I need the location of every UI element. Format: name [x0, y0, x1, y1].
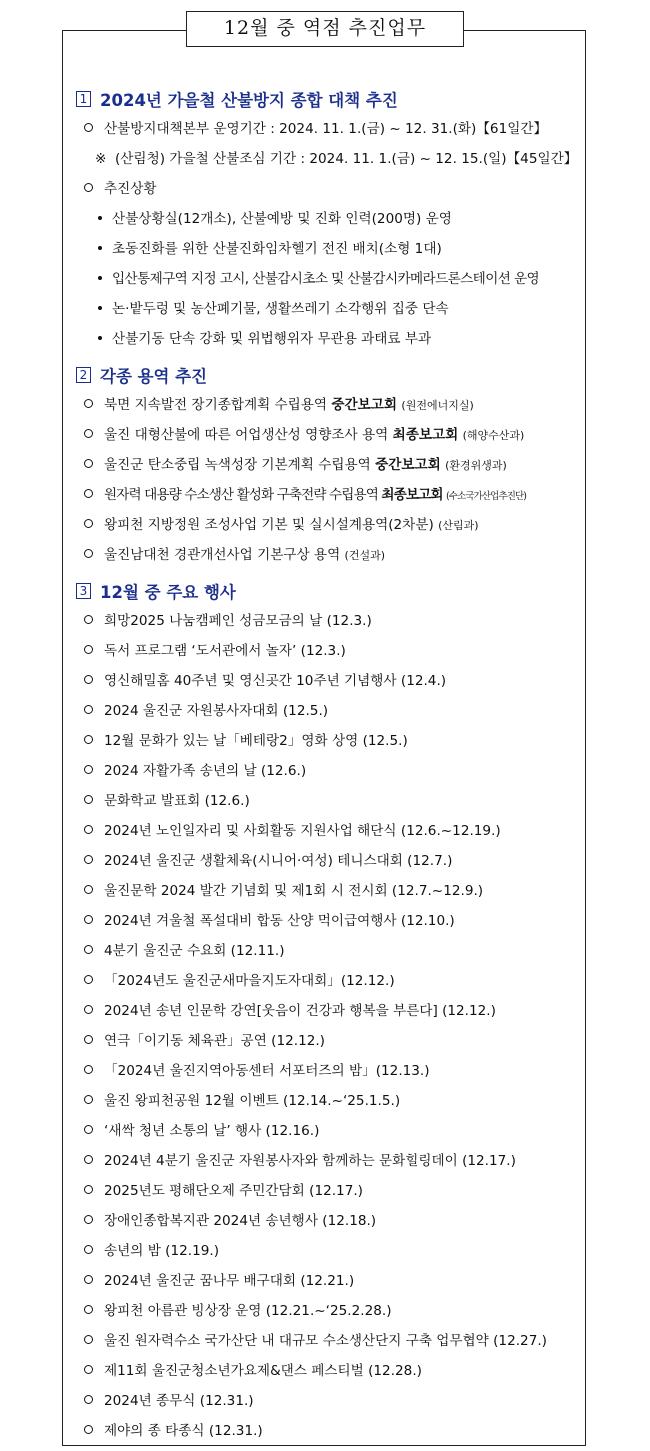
- event-item: 2024년 울진군 생활체육(시니어·여성) 테니스대회 (12.7.): [70, 846, 586, 876]
- page-title: 12월 중 역점 추진업무: [186, 11, 464, 47]
- circle-bullet-icon: [84, 519, 93, 528]
- event-item: 2024년 송년 인문학 강연[웃음이 건강과 행복을 부른다] (12.12.): [70, 996, 586, 1026]
- event-item: 영신해밀홈 40주년 및 영신곳간 10주년 기념행사 (12.4.): [70, 666, 586, 696]
- circle-bullet-icon: [84, 1125, 93, 1134]
- event-item: 왕피천 아름관 빙상장 운영 (12.21.~‘25.2.28.): [70, 1296, 586, 1326]
- sub-list-item: 논·밭두렁 및 농산폐기물, 생활쓰레기 소각행위 집중 단속: [70, 294, 586, 324]
- circle-bullet-icon: [84, 1185, 93, 1194]
- event-item: 2024년 종무식 (12.31.): [70, 1386, 586, 1416]
- circle-bullet-icon: [84, 459, 93, 468]
- circle-bullet-icon: [84, 1275, 93, 1284]
- circle-bullet-icon: [84, 615, 93, 624]
- dot-bullet-icon: [98, 336, 102, 340]
- circle-bullet-icon: [84, 975, 93, 984]
- event-item: 울진문학 2024 발간 기념회 및 제1회 시 전시회 (12.7.~12.9.): [70, 876, 586, 906]
- event-item: ‘새싹 청년 소통의 날’ 행사 (12.16.): [70, 1116, 586, 1146]
- circle-bullet-icon: [84, 489, 93, 498]
- dot-bullet-icon: [98, 276, 102, 280]
- list-item: 원자력 대용량 수소생산 활성화 구축전략 수립용역 최종보고회 (수소국가산업추진단): [70, 480, 586, 510]
- circle-bullet-icon: [84, 183, 93, 192]
- circle-bullet-icon: [84, 1395, 93, 1404]
- circle-bullet-icon: [84, 1005, 93, 1014]
- event-item: 장애인종합복지관 2024년 송년행사 (12.18.): [70, 1206, 586, 1236]
- event-item: 「2024년도 울진군새마을지도자대회」(12.12.): [70, 966, 586, 996]
- sub-list-item: 초동진화를 위한 산불진화임차헬기 전진 배치(소형 1대): [70, 234, 586, 264]
- event-item: 울진 왕피천공원 12월 이벤트 (12.14.~‘25.1.5.): [70, 1086, 586, 1116]
- circle-bullet-icon: [84, 735, 93, 744]
- event-item: 2024 울진군 자원봉사자대회 (12.5.): [70, 696, 586, 726]
- event-item: 4분기 울진군 수요회 (12.11.): [70, 936, 586, 966]
- circle-bullet-icon: [84, 429, 93, 438]
- event-item: 2024년 겨울철 폭설대비 합동 산양 먹이급여행사 (12.10.): [70, 906, 586, 936]
- event-item: 2025년도 평해단오제 주민간담회 (12.17.): [70, 1176, 586, 1206]
- circle-bullet-icon: [84, 1365, 93, 1374]
- circle-bullet-icon: [84, 915, 93, 924]
- dot-bullet-icon: [98, 306, 102, 310]
- event-list: [70, 606, 586, 1446]
- circle-bullet-icon: [84, 705, 93, 714]
- list-item: 북면 지속발전 장기종합계획 수립용역 중간보고회 (원전에너지실): [70, 390, 586, 420]
- circle-bullet-icon: [84, 765, 93, 774]
- circle-bullet-icon: [84, 855, 93, 864]
- circle-bullet-icon: [84, 885, 93, 894]
- event-item: 문화학교 발표회 (12.6.): [70, 786, 586, 816]
- circle-bullet-icon: [84, 1095, 93, 1104]
- dot-bullet-icon: [98, 216, 102, 220]
- section-2-heading: [70, 360, 586, 390]
- circle-bullet-icon: [84, 825, 93, 834]
- circle-bullet-icon: [84, 645, 93, 654]
- event-item: 울진 원자력수소 국가산단 내 대규모 수소생산단지 구축 업무협약 (12.27.): [70, 1326, 586, 1356]
- event-item: 제11회 울진군청소년가요제&댄스 페스티벌 (12.28.): [70, 1356, 586, 1386]
- section-title: 2024년 가을철 산불방지 종합 대책 추진: [100, 91, 398, 110]
- event-item: 「2024년 울진지역아동센터 서포터즈의 밤」(12.13.): [70, 1056, 586, 1086]
- list-item: 울진남대천 경관개선사업 기본구상 용역 (건설과): [70, 540, 586, 570]
- event-item: 2024년 4분기 울진군 자원봉사자와 함께하는 문화힐링데이 (12.17.): [70, 1146, 586, 1176]
- event-item: 2024년 울진군 꿈나무 배구대회 (12.21.): [70, 1266, 586, 1296]
- sub-list-item: 산불기동 단속 강화 및 위법행위자 무관용 과태료 부과: [70, 324, 586, 354]
- circle-bullet-icon: [84, 399, 93, 408]
- dot-bullet-icon: [98, 246, 102, 250]
- sub-list-item: 입산통제구역 지정 고시, 산불감시초소 및 산불감시카메라드론스테이션 운영: [70, 264, 586, 294]
- list-item: 울진군 탄소중립 녹색성장 기본계획 수립용역 중간보고회 (환경위생과): [70, 450, 586, 480]
- event-item: 희망2025 나눔캠페인 성금모금의 날 (12.3.): [70, 606, 586, 636]
- list-item: 추진상황: [70, 174, 586, 204]
- event-item: 2024년 노인일자리 및 사회활동 지원사업 해단식 (12.6.~12.19.): [70, 816, 586, 846]
- circle-bullet-icon: [84, 1065, 93, 1074]
- section-3-heading: [70, 576, 586, 606]
- circle-bullet-icon: [84, 1335, 93, 1344]
- document-body: [70, 84, 586, 1446]
- circle-bullet-icon: [84, 795, 93, 804]
- circle-bullet-icon: [84, 1035, 93, 1044]
- circle-bullet-icon: [84, 675, 93, 684]
- list-item: 울진 대형산불에 따른 어업생산성 영향조사 용역 최종보고회 (해양수산과): [70, 420, 586, 450]
- note-mark: ※: [95, 151, 107, 167]
- section-title: 각종 용역 추진: [100, 367, 208, 386]
- list-item: 왕피천 지방정원 조성사업 기본 및 실시설계용역(2차분) (산림과): [70, 510, 586, 540]
- section-number-box: 2: [76, 367, 91, 383]
- section-number-box: 3: [76, 583, 91, 599]
- section-title: 12월 중 주요 행사: [100, 583, 236, 602]
- circle-bullet-icon: [84, 1305, 93, 1314]
- circle-bullet-icon: [84, 1425, 93, 1434]
- section-1-heading: [70, 84, 586, 114]
- event-item: 제야의 종 타종식 (12.31.): [70, 1416, 586, 1446]
- event-item: 2024 자활가족 송년의 날 (12.6.): [70, 756, 586, 786]
- circle-bullet-icon: [84, 549, 93, 558]
- event-item: 12월 문화가 있는 날「베테랑2」영화 상영 (12.5.): [70, 726, 586, 756]
- sub-list-item: 산불상황실(12개소), 산불예방 및 진화 인력(200명) 운영: [70, 204, 586, 234]
- circle-bullet-icon: [84, 1155, 93, 1164]
- note-item: ※ (산림청) 가을철 산불조심 기간 : 2024. 11. 1.(금) ~ 12. 15.(일)【45일간】: [70, 144, 586, 174]
- event-item: 연극「이기동 체육관」공연 (12.12.): [70, 1026, 586, 1056]
- event-item: 송년의 밤 (12.19.): [70, 1236, 586, 1266]
- circle-bullet-icon: [84, 1215, 93, 1224]
- circle-bullet-icon: [84, 1245, 93, 1254]
- circle-bullet-icon: [84, 945, 93, 954]
- event-item: 독서 프로그램 ‘도서관에서 놀자’ (12.3.): [70, 636, 586, 666]
- list-item: 산불방지대책본부 운영기간 : 2024. 11. 1.(금) ~ 12. 31.(화)【61일간】: [70, 114, 586, 144]
- circle-bullet-icon: [84, 123, 93, 132]
- section-number-box: 1: [76, 91, 91, 107]
